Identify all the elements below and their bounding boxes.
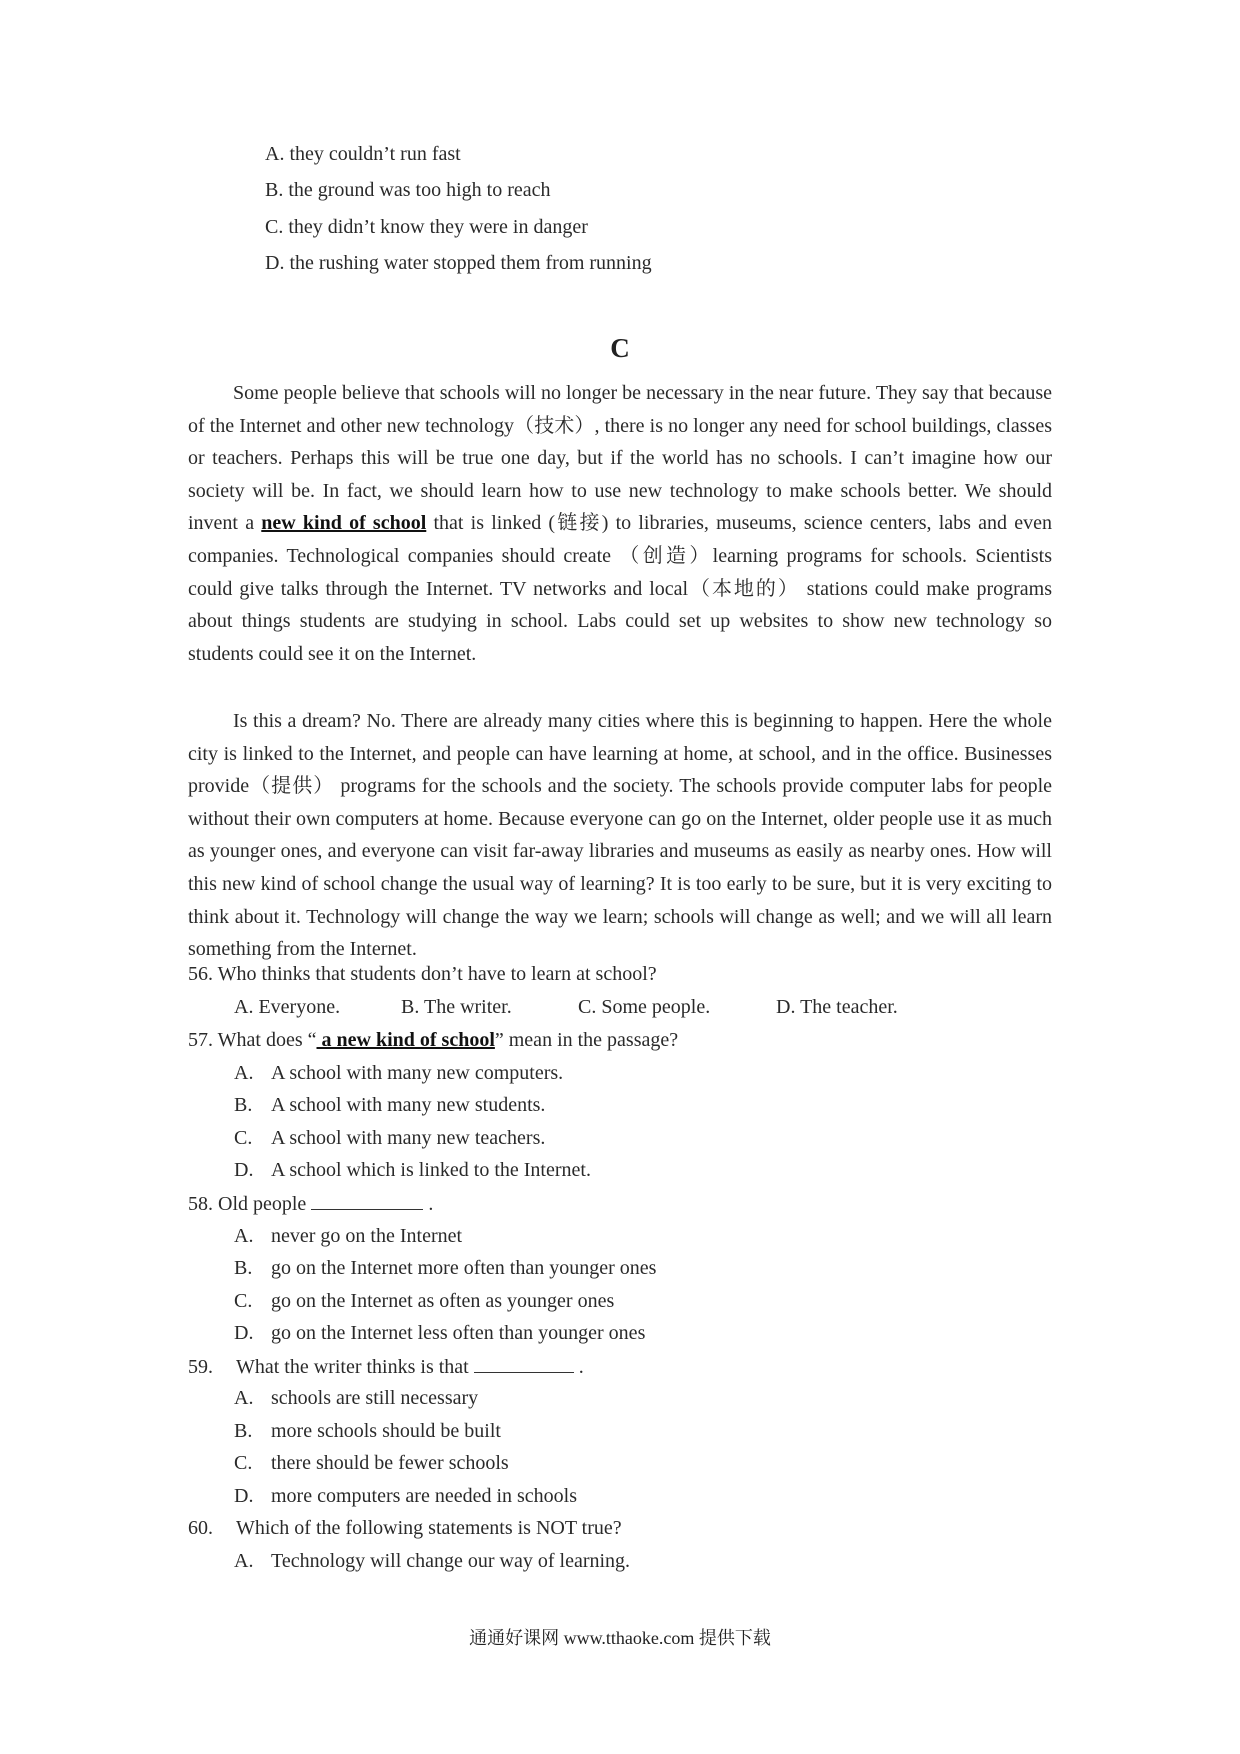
q57-option-d	[234, 1156, 591, 1184]
prev-question-option-c: C. they didn’t know they were in danger	[265, 216, 588, 238]
passage-paragraph-1	[188, 377, 1052, 670]
question-58	[188, 1189, 433, 1218]
option-letter: A.	[234, 1225, 254, 1247]
q56-option-c: C. Some people.	[578, 996, 711, 1018]
question-57	[188, 1026, 678, 1054]
prev-question-option-a: A. they couldn’t run fast	[265, 143, 461, 165]
option-text: A school with many new students.	[271, 1094, 546, 1116]
q58-option-a	[234, 1222, 462, 1250]
q58-option-d	[234, 1319, 645, 1347]
option-letter: A.	[234, 1387, 254, 1409]
option-text: A school which is linked to the Internet.	[271, 1159, 591, 1181]
option-text: go on the Internet less often than younger ones	[271, 1322, 646, 1344]
q57-option-a	[234, 1059, 563, 1087]
question-text: What the writer thinks is that	[236, 1356, 469, 1378]
option-letter: A.	[234, 1062, 254, 1084]
q57-option-c	[234, 1124, 545, 1152]
question-number: 59.	[188, 1356, 213, 1378]
option-text: go on the Internet as often as younger ones	[271, 1290, 615, 1312]
option-letter: C.	[234, 1452, 253, 1474]
option-text: more schools should be built	[271, 1420, 501, 1442]
answer-blank	[474, 1352, 574, 1373]
question-text: Which of the following statements is NOT true?	[236, 1517, 622, 1539]
option-text: there should be fewer schools	[271, 1452, 509, 1474]
option-letter: C.	[234, 1290, 253, 1312]
q56-option-d: D. The teacher.	[776, 996, 898, 1018]
question-text: .	[578, 1356, 584, 1378]
section-heading: C	[610, 333, 630, 363]
question-text: 58. Old people	[188, 1193, 307, 1215]
paragraph-text: that is linked (链接) to libraries, museums, science centers, labs and even companies. Technological companies should create （创造）learning programs for schools. Scientists could give talks through the Internet. TV networks and local（本地的） stations could make programs about things students are studying in school. Labs could set up websites to show new technology so students could see it on the Internet.	[188, 512, 1052, 665]
prev-question-option-d: D. the rushing water stopped them from running	[265, 252, 652, 274]
option-text: go on the Internet more often than younger ones	[271, 1257, 657, 1279]
q57-option-b	[234, 1091, 545, 1119]
question-text: ” mean in the passage?	[494, 1029, 679, 1051]
question-60	[188, 1514, 622, 1542]
question-number: 60.	[188, 1517, 213, 1539]
highlighted-phrase: new kind of school	[261, 512, 427, 535]
q58-option-c	[234, 1287, 614, 1315]
option-text: never go on the Internet	[271, 1225, 463, 1247]
option-text: schools are still necessary	[271, 1387, 479, 1409]
answer-blank	[311, 1189, 423, 1210]
option-text: Technology will change our way of learning.	[271, 1550, 631, 1572]
q56-option-a: A. Everyone.	[234, 996, 341, 1018]
option-text: more computers are needed in schools	[271, 1485, 578, 1507]
q59-option-d	[234, 1482, 577, 1510]
question-text: .	[428, 1193, 434, 1215]
q60-option-a	[234, 1547, 630, 1575]
highlighted-phrase: a new kind of school	[316, 1029, 495, 1051]
q56-option-b: B. The writer.	[401, 996, 512, 1018]
option-letter: C.	[234, 1127, 253, 1149]
option-text: A school with many new teachers.	[271, 1127, 546, 1149]
option-letter: B.	[234, 1257, 253, 1279]
option-letter: D.	[234, 1159, 254, 1181]
option-letter: A.	[234, 1550, 254, 1572]
q59-option-c	[234, 1449, 509, 1477]
question-59	[188, 1352, 584, 1381]
option-letter: B.	[234, 1094, 253, 1116]
option-letter: B.	[234, 1420, 253, 1442]
paragraph-text: Some people believe that schools will no longer be necessary in the near future. They say that because of the Internet and other new technology（技术）, there is no longer any need for school buildings, classes or teachers. Perhaps this will be true one day, but if the world has no schools. I can’t imagine how our society will be. In fact, we should learn how to use new technology to make schools better. We should invent a	[188, 382, 1052, 535]
passage-paragraph-2: Is this a dream? No. There are already many cities where this is beginning to happen. Here the whole city is linked to the Internet, and people can have learning at home, at school, and in the office. Businesses provide（提供） programs for the schools and the society. The schools provide computer labs for people without their own computers at home. Because everyone can go on the Internet, older people use it as much as younger ones, and everyone can visit far-away libraries and museums as easily as nearby ones. How will this new kind of school change the usual way of learning? It is too early to be sure, but it is very exciting to think about it. Technology will change the way we learn; schools will change as well; and we will all learn something from the Internet.	[188, 710, 1052, 961]
q58-option-b	[234, 1254, 656, 1282]
question-text: 57. What does “	[188, 1029, 317, 1051]
page-footer: 通通好课网 www.tthaoke.com 提供下载	[469, 1628, 771, 1648]
option-text: A school with many new computers.	[271, 1062, 564, 1084]
q59-option-a	[234, 1384, 478, 1412]
prev-question-option-b: B. the ground was too high to reach	[265, 179, 551, 201]
question-56: 56. Who thinks that students don’t have to learn at school?	[188, 963, 657, 985]
q59-option-b	[234, 1417, 501, 1445]
option-letter: D.	[234, 1322, 254, 1344]
option-letter: D.	[234, 1485, 254, 1507]
